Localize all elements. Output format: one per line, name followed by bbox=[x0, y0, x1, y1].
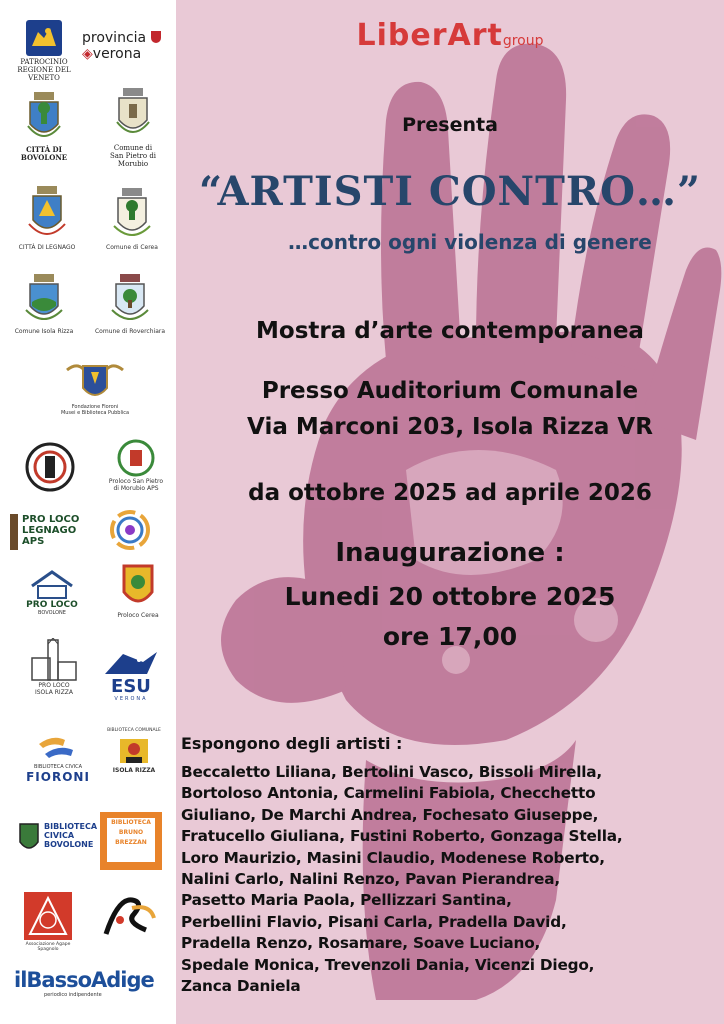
logo-artistic-mark bbox=[96, 890, 162, 946]
logo-esu-verona: ESU VERONA bbox=[98, 648, 164, 702]
logo-circle-bovolone bbox=[22, 442, 78, 496]
proloco-bovolone-house-icon bbox=[28, 568, 76, 600]
venue-address: Via Marconi 203, Isola Rizza VR bbox=[247, 414, 653, 440]
artists-line: Zanca Daniela bbox=[181, 977, 301, 996]
logo-fondazione-fioroni: Fondazione Fioroni Musei e Biblioteca Pubblica bbox=[50, 360, 140, 416]
artistic-signature-icon bbox=[98, 890, 160, 942]
artists-line: Nalini Carlo, Nalini Renzo, Pavan Pierandrea, bbox=[181, 870, 560, 889]
logo-citta-bovolone: CITTÀ DI BOVOLONE bbox=[14, 90, 74, 162]
exhibition-type: Mostra d’arte contemporanea bbox=[256, 318, 644, 344]
venue-name: Presso Auditorium Comunale bbox=[261, 378, 639, 404]
artists-line: Fratucello Giuliana, Fustini Roberto, Gonzaga Stella, bbox=[181, 827, 623, 846]
logo-biblioteca-bruno-brezzan: BIBLIOTECA BRUNO BREZZAN bbox=[100, 812, 162, 870]
logo-citta-legnago: CITTÀ DI LEGNAGO bbox=[12, 184, 82, 251]
logo-il-basso-adige: ilBassoAdige periodico indipendente bbox=[14, 968, 154, 998]
circular-seal-icon bbox=[25, 442, 75, 492]
logo-regione-veneto: PATROCINIO REGIONE DEL VENETO bbox=[8, 18, 80, 82]
logo-comune-isola-rizza: Comune Isola Rizza bbox=[6, 272, 82, 335]
artists-line: Giuliano, De Marchi Andrea, Fochesato Giuseppe, bbox=[181, 805, 599, 824]
presents-label: Presenta bbox=[402, 114, 498, 136]
artists-line: Spedale Monica, Trevenzoli Dania, Vicenzi Diego, bbox=[181, 955, 595, 974]
logo-colorful-ring bbox=[106, 508, 154, 556]
biblioteca-mascot-icon bbox=[114, 733, 154, 767]
inauguration-date: Lunedi 20 ottobre 2025 bbox=[284, 582, 616, 611]
inauguration-time: ore 17,00 bbox=[382, 622, 518, 651]
logo-sidebar bbox=[0, 0, 176, 1024]
logo-proloco-bovolone: PRO LOCO BOVOLONE bbox=[22, 568, 82, 616]
bovolone-crest-icon bbox=[24, 90, 64, 146]
logo-proloco-san-pietro: Proloco San Pietro di Morubio APS bbox=[100, 438, 172, 492]
biblioteca-fioroni-f-icon bbox=[35, 734, 81, 764]
isola-rizza-crest-icon bbox=[22, 272, 66, 328]
logo-comune-roverchiara: Comune di Roverchiara bbox=[86, 272, 174, 335]
logo-biblioteca-isola-rizza: BIBLIOTECA COMUNALE ISOLA RIZZA bbox=[107, 728, 161, 774]
poster-main-panel bbox=[176, 0, 724, 1024]
logo-proloco-cerea: Proloco Cerea bbox=[106, 562, 170, 619]
logo-comune-san-pietro: Comune di San Pietro di Morubio bbox=[94, 86, 172, 168]
artists-line: Perbellini Flavio, Pisani Carla, Pradella David, bbox=[181, 912, 567, 931]
artists-line: Pradella Renzo, Rosamare, Soave Luciano, bbox=[181, 934, 541, 953]
agape-spagnolo-icon bbox=[22, 890, 74, 942]
roverchiara-crest-icon bbox=[108, 272, 152, 328]
exhibition-dates: da ottobre 2025 ad aprile 2026 bbox=[248, 480, 652, 506]
inauguration-label: Inaugurazione : bbox=[335, 538, 565, 568]
logo-proloco-isola-rizza: PRO LOCO ISOLA RIZZA bbox=[22, 638, 86, 696]
logo-biblioteca-fioroni: BIBLIOTECA CIVICA FIORONI bbox=[20, 734, 96, 784]
brand-logo-liberart: LiberArtgroup bbox=[356, 18, 544, 53]
logo-associazione-agape-spagnolo: Associazione Agape Spagnolo bbox=[18, 890, 78, 952]
legnago-crest-icon bbox=[25, 184, 69, 244]
proloco-cerea-crest-icon bbox=[120, 562, 156, 612]
artists-line: Beccaletto Liliana, Bertolini Vasco, Bissoli Mirella, bbox=[181, 763, 603, 781]
event-subtitle: …contro ogni violenza di genere bbox=[288, 230, 652, 254]
san-pietro-crest-icon bbox=[113, 86, 153, 144]
logo-comune-cerea: Comune di Cerea bbox=[98, 186, 166, 251]
logo-proloco-legnago: PRO LOCO LEGNAGO APS bbox=[10, 512, 90, 552]
esu-eagle-icon bbox=[103, 648, 159, 678]
lion-of-venice-icon bbox=[24, 18, 64, 58]
proloco-legnago-bar-icon bbox=[10, 514, 18, 550]
event-title: “ARTISTI CONTRO…” bbox=[199, 168, 701, 215]
logo-biblioteca-bovolone: BIBLIOTECA CIVICA BOVOLONE bbox=[18, 820, 96, 858]
verona-mark-icon: ◈ bbox=[82, 46, 93, 62]
logo-provincia-verona: provincia ◈verona bbox=[82, 30, 168, 62]
artists-line: Bortoloso Antonia, Carmelini Fabiola, Checchetto bbox=[181, 784, 596, 803]
artists-line: Loro Maurizio, Masini Claudio, Modenese Roberto, bbox=[181, 848, 605, 867]
fioroni-crest-icon bbox=[63, 360, 127, 404]
church-tower-icon bbox=[28, 638, 80, 682]
provincia-crest-icon bbox=[151, 31, 161, 43]
artists-line: Pasetto Maria Paola, Pellizzari Santina, bbox=[181, 891, 512, 910]
artists-list bbox=[181, 762, 721, 997]
artists-heading: Espongono degli artisti : bbox=[181, 734, 403, 753]
proloco-san-pietro-icon bbox=[116, 438, 156, 478]
cerea-crest-icon bbox=[110, 186, 154, 244]
colorful-ring-icon bbox=[108, 508, 152, 552]
biblioteca-bovolone-crest-icon bbox=[18, 822, 40, 854]
